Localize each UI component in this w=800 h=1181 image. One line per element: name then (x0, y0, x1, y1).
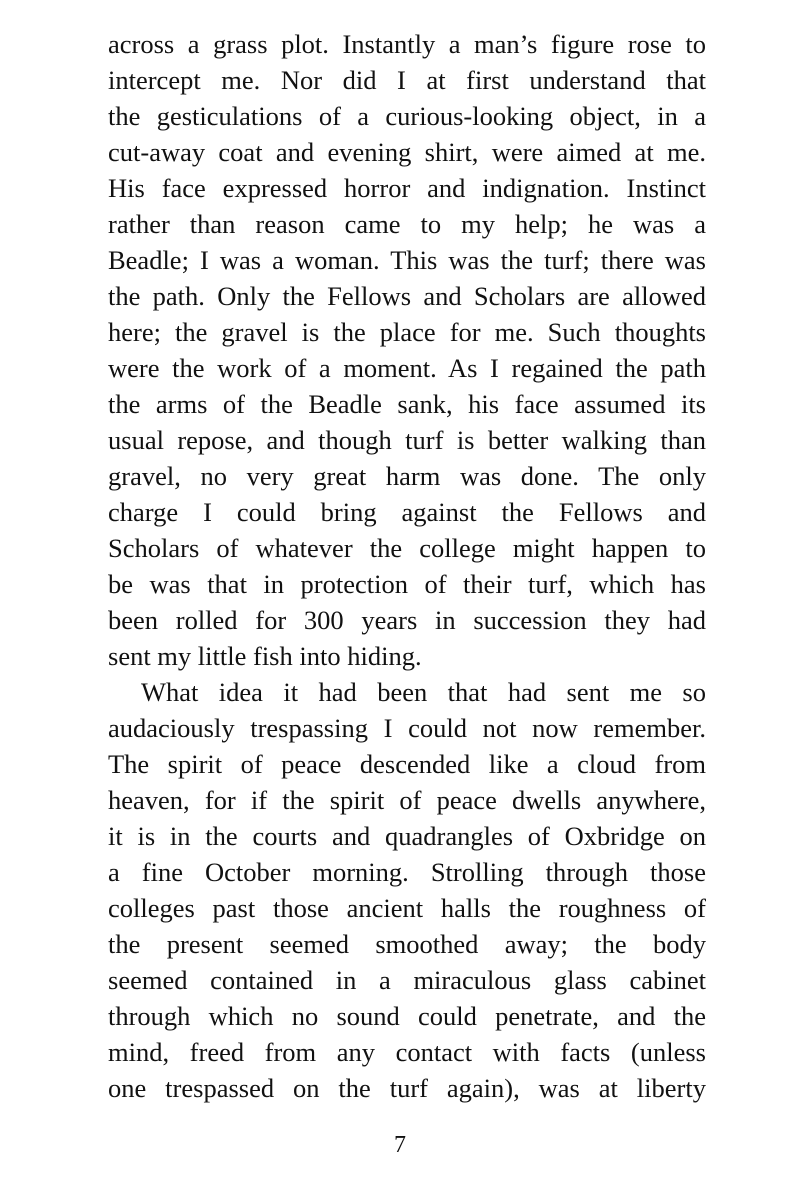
text-line: colleges past those ancient halls the roughness of (108, 893, 706, 923)
page-body-text (108, 26, 706, 1106)
text-line: across a grass plot. Instantly a man’s figure rose to (108, 29, 706, 59)
page-number: 7 (394, 1132, 406, 1158)
text-line: be was that in protection of their turf, which has (108, 569, 706, 599)
text-line: a fine October morning. Strolling through those (108, 857, 706, 887)
text-line: Scholars of whatever the college might happen to (108, 533, 706, 563)
text-line: audaciously trespassing I could not now remember. (108, 713, 706, 743)
paragraph-1 (108, 26, 706, 674)
text-line: intercept me. Nor did I at first understand that (108, 65, 706, 95)
text-line: charge I could bring against the Fellows and (108, 497, 706, 527)
text-line: rather than reason came to my help; he was a (108, 209, 706, 239)
text-line: cut-away coat and evening shirt, were aimed at me. (108, 137, 706, 167)
text-line: one trespassed on the turf again), was at liberty (108, 1073, 706, 1103)
text-line: seemed contained in a miraculous glass cabinet (108, 965, 706, 995)
text-line: mind, freed from any contact with facts (unless (108, 1037, 706, 1067)
text-line: the present seemed smoothed away; the body (108, 929, 706, 959)
text-line: the gesticulations of a curious-looking object, in a (108, 101, 706, 131)
text-line: The spirit of peace descended like a cloud from (108, 749, 706, 779)
text-line: through which no sound could penetrate, and the (108, 1001, 706, 1031)
text-line: sent my little fish into hiding. (108, 641, 422, 671)
text-line: heaven, for if the spirit of peace dwells anywhere, (108, 785, 706, 815)
text-line: gravel, no very great harm was done. The only (108, 461, 706, 491)
paragraph-2 (108, 674, 706, 1106)
text-line: usual repose, and though turf is better walking than (108, 425, 706, 455)
text-line: been rolled for 300 years in succession they had (108, 605, 706, 635)
text-line: the arms of the Beadle sank, his face assumed its (108, 389, 706, 419)
text-line: His face expressed horror and indignation. Instinct (108, 173, 706, 203)
text-line: here; the gravel is the place for me. Such thoughts (108, 317, 706, 347)
text-line: What idea it had been that had sent me so (141, 677, 706, 707)
text-line: were the work of a moment. As I regained the path (108, 353, 706, 383)
text-line: the path. Only the Fellows and Scholars are allowed (108, 281, 706, 311)
text-line: Beadle; I was a woman. This was the turf; there was (108, 245, 706, 275)
text-line: it is in the courts and quadrangles of Oxbridge on (108, 821, 706, 851)
